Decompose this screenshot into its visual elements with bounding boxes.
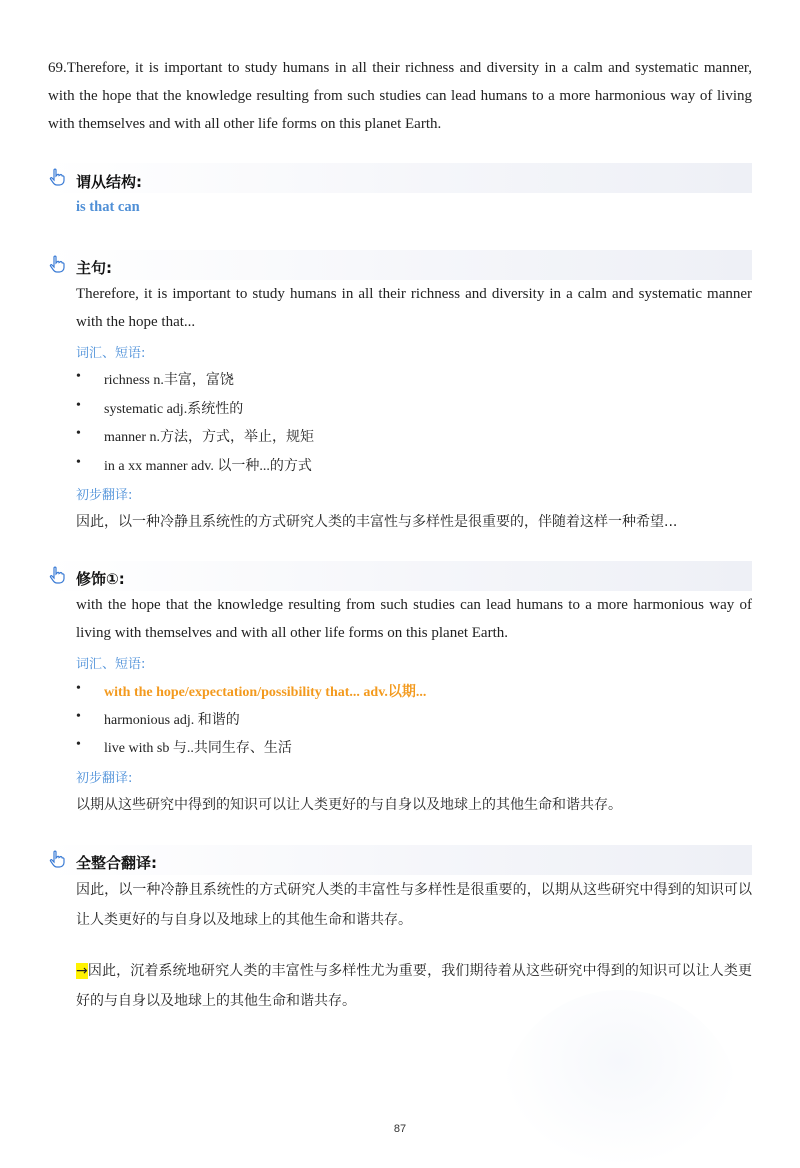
modifier-translation: 以期从这些研究中得到的知识可以让人类更好的与自身以及地球上的其他生命和谐共存。 xyxy=(76,797,622,813)
translation-heading: 初步翻译: xyxy=(76,488,133,503)
page-number: 87 xyxy=(393,1123,407,1135)
pointing-hand-icon xyxy=(49,255,65,273)
vocab-heading: 词汇、短语: xyxy=(76,346,146,361)
main-clause-text: Therefore, it is important to study humans in all their richness and diversity in a calm and systematic manner with the hope that... xyxy=(76,286,752,330)
modifier-text: with the hope that the knowledge resulting from such studies can lead humans to a more harmonious way of living with themselves and with all other life forms on this planet Earth. xyxy=(76,597,752,641)
section-band xyxy=(48,163,752,193)
full-translation-title: 全整合翻译: xyxy=(76,854,157,872)
section-band xyxy=(48,561,752,591)
pointing-hand-icon xyxy=(49,850,65,868)
main-clause-translation: 因此，以一种冷静且系统性的方式研究人类的丰富性与多样性是很重要的，伴随着这样一种希望... xyxy=(76,514,678,530)
watermark xyxy=(500,990,740,1168)
intro-paragraph: 69.Therefore, it is important to study humans in all their richness and diversity in a calm and systematic manner, with the hope that the knowledge resulting from such studies can lead humans to a more harmonious way of living with themselves and with all other life forms on this planet Earth. xyxy=(48,60,752,132)
section-band xyxy=(48,250,752,280)
vocab-heading: 词汇、短语: xyxy=(76,657,146,672)
full-translation-text: 因此，以一种冷静且系统性的方式研究人类的丰富性与多样性是很重要的，以期从这些研究中得到的知识可以让人类更好的与自身以及地球上的其他生命和谐共存。 xyxy=(76,882,752,928)
predicate-structure-content: is that can xyxy=(76,199,140,215)
modifier-title: 修饰①: xyxy=(76,570,125,588)
translation-heading: 初步翻译: xyxy=(76,771,133,786)
predicate-structure-title: 谓从结构: xyxy=(76,173,142,191)
main-clause-title: 主句: xyxy=(76,259,112,277)
pointing-hand-icon xyxy=(49,168,65,186)
pointing-hand-icon xyxy=(49,566,65,584)
refined-translation-text: 因此，沉着系统地研究人类的丰富性与多样性尤为重要，我们期待着从这些研究中得到的知识可以让人类更好的与自身以及地球上的其他生命和谐共存。 xyxy=(76,963,752,1009)
arrow-icon: → xyxy=(76,963,88,979)
